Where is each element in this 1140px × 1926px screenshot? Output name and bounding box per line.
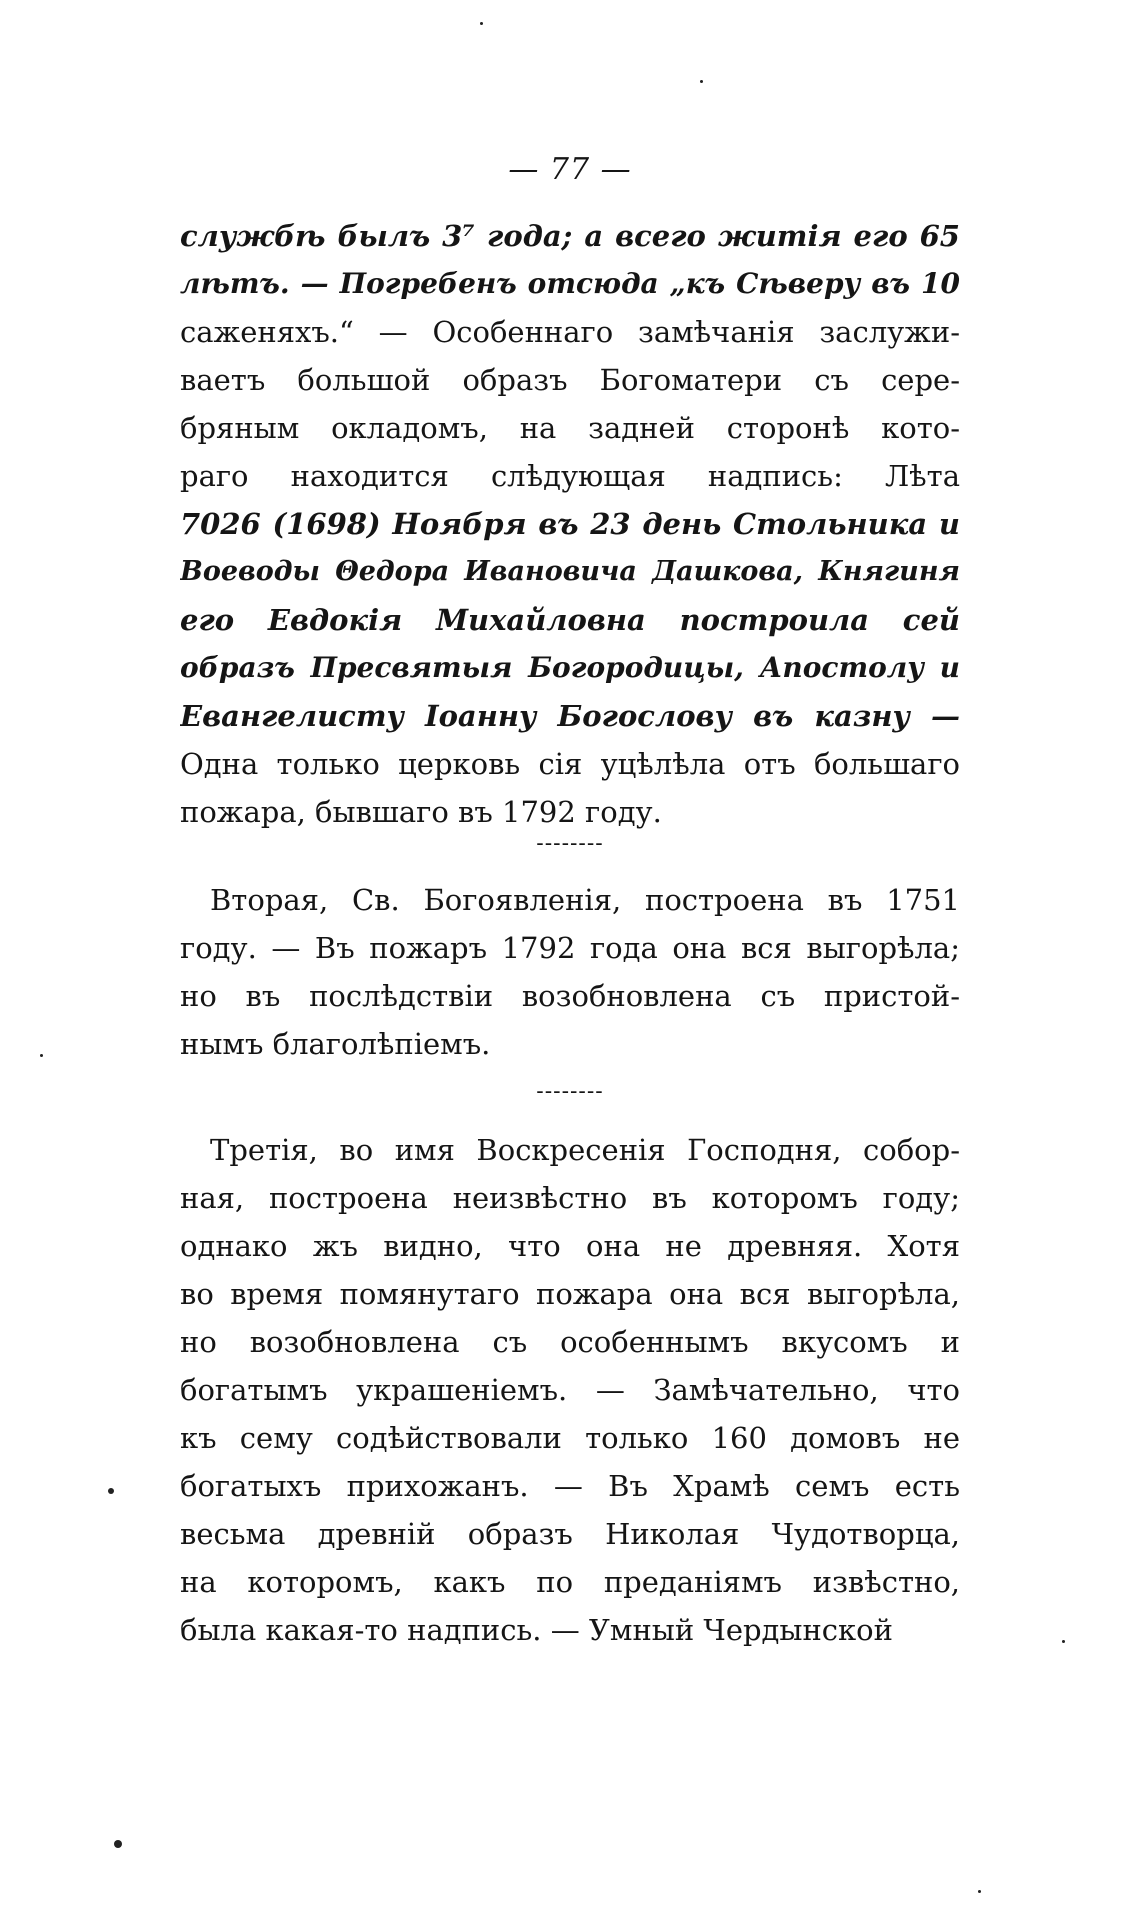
- text-line: Одна только церковь сія уцѣлѣла отъ большаго: [180, 747, 960, 781]
- text-line: 7026 (1698) Ноября въ 23 день Стольника и: [180, 507, 960, 541]
- text-line: однако жъ видно, что она не древняя. Хотя: [180, 1229, 960, 1263]
- text-line: саженяхъ.“ — Особеннаго замѣчанія заслужи-: [180, 315, 960, 349]
- text-line: во время помянутаго пожара она вся выгорѣла,: [180, 1277, 960, 1311]
- text-line: бряным окладомъ, на задней сторонѣ кото-: [180, 411, 960, 445]
- text-line: образъ Пресвятыя Богородицы, Апостолу и: [180, 651, 960, 684]
- text-line: богатымъ украшеніемъ. — Замѣчательно, что: [180, 1373, 960, 1407]
- text-line: была какая-то надпись. — Умный Чердынской: [180, 1613, 893, 1647]
- scan-speck: [114, 1840, 122, 1848]
- text-line: году. — Въ пожаръ 1792 года она вся выгорѣла;: [180, 931, 960, 965]
- text-line: Третія, во имя Воскресенія Господня, собор-: [210, 1133, 960, 1167]
- text-line: пожара, бывшаго въ 1792 году.: [180, 795, 662, 829]
- section-separator-1: --------: [536, 831, 604, 856]
- scan-speck: [108, 1488, 114, 1494]
- scan-speck: [40, 1054, 43, 1057]
- text-line: Евангелисту Іоанну Богослову въ казну —: [180, 699, 960, 733]
- scan-speck: [700, 80, 703, 83]
- section-separator-2: --------: [536, 1079, 604, 1104]
- paragraph-2: [180, 876, 960, 1068]
- text-line: лѣтъ. — Погребенъ отсюда „къ Сѣверу въ 10: [180, 267, 960, 300]
- text-line: богатыхъ прихожанъ. — Въ Храмѣ семъ есть: [180, 1469, 960, 1503]
- text-line: но возобновлена съ особеннымъ вкусомъ и: [180, 1325, 960, 1359]
- text-line: весьма древній образъ Николая Чудотворца,: [180, 1517, 960, 1551]
- paragraph-3: [180, 1126, 960, 1654]
- text-line: его Евдокія Михайловна построила сей: [180, 603, 960, 637]
- paragraph-1: [180, 212, 960, 836]
- scan-speck: [1062, 1640, 1065, 1643]
- text-line: службѣ былъ 3⁷ года; а всего житія его 65: [180, 219, 960, 253]
- text-line: раго находится слѣдующая надпись: Лѣта: [180, 459, 960, 493]
- scan-speck: [480, 22, 483, 25]
- text-line: Вторая, Св. Богоявленія, построена въ 1751: [210, 883, 960, 917]
- text-line: къ сему содѣйствовали только 160 домовъ не: [180, 1421, 960, 1455]
- page-number: — 77 —: [508, 152, 632, 187]
- text-line: на которомъ, какъ по преданіямъ извѣстно,: [180, 1565, 960, 1599]
- text-line: ная, построена неизвѣстно въ которомъ году;: [180, 1181, 960, 1215]
- text-line: ваетъ большой образъ Богоматери съ сере-: [180, 363, 960, 397]
- scan-speck: [978, 1890, 981, 1893]
- text-line: но въ послѣдствіи возобновлена съ пристой-: [180, 979, 960, 1013]
- text-line: Воеводы Θедора Ивановича Дашкова, Княгиня: [180, 556, 960, 587]
- text-line: нымъ благолѣпіемъ.: [180, 1027, 491, 1061]
